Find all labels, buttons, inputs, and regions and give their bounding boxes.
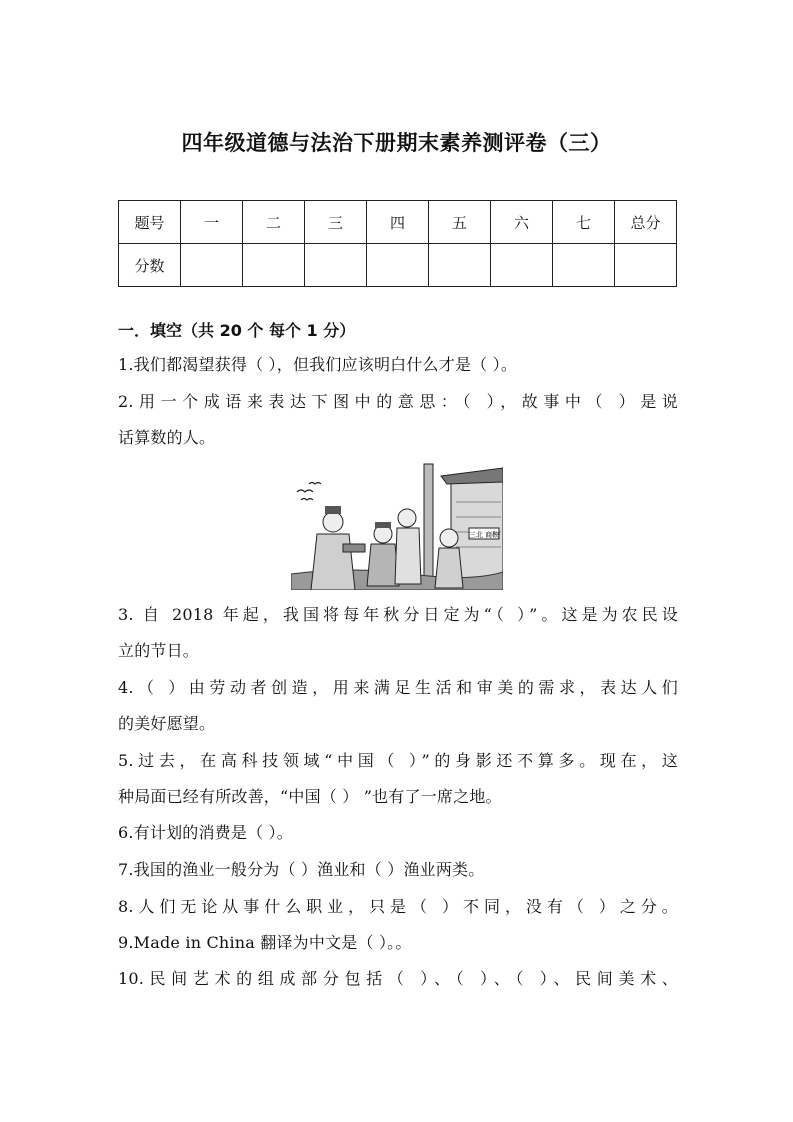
question-text: 话算数的人。 bbox=[118, 428, 216, 447]
page-title: 四年级道德与法治下册期末素养测评卷（三） bbox=[181, 131, 612, 155]
score-cell bbox=[243, 244, 305, 287]
header-cell: 四 bbox=[367, 201, 429, 244]
score-cell bbox=[429, 244, 491, 287]
question-text: 立的节日。 bbox=[118, 641, 200, 660]
section-heading: 一．填空（共 20 个 每个 1 分） bbox=[118, 321, 356, 340]
score-cell bbox=[181, 244, 243, 287]
question-text: 种局面已经有所改善，“中国（ ） ”也有了一席之地。 bbox=[118, 787, 502, 806]
question-text: 10.民间艺术的组成部分包括（ ）、（ ）、（ ）、民间美术、 bbox=[118, 969, 678, 988]
question-4 bbox=[118, 670, 678, 742]
question-2 bbox=[118, 384, 678, 456]
score-cell bbox=[305, 244, 367, 287]
question-text: 的美好愿望。 bbox=[118, 714, 216, 733]
question-9 bbox=[118, 925, 678, 961]
score-row-label: 分数 bbox=[119, 244, 181, 287]
header-cell: 七 bbox=[553, 201, 615, 244]
score-cell bbox=[367, 244, 429, 287]
score-cell bbox=[491, 244, 553, 287]
score-table bbox=[118, 200, 677, 287]
question-text: 2.用一个成语来表达下图中的意思：（ ），故事中（ ）是说 bbox=[118, 392, 678, 411]
question-1 bbox=[118, 347, 678, 383]
question-7 bbox=[118, 852, 678, 888]
header-cell: 三 bbox=[305, 201, 367, 244]
header-cell: 六 bbox=[491, 201, 553, 244]
score-cell bbox=[553, 244, 615, 287]
header-cell: 五 bbox=[429, 201, 491, 244]
question-text: 7.我国的渔业一般分为（ ）渔业和（ ）渔业两类。 bbox=[118, 860, 485, 879]
question-text: 1.我们都渴望获得（ ），但我们应该明白什么才是（ ）。 bbox=[118, 355, 518, 374]
header-cell: 二 bbox=[243, 201, 305, 244]
story-illustration bbox=[291, 462, 503, 590]
score-cell bbox=[615, 244, 677, 287]
score-table-score-row bbox=[119, 244, 677, 287]
question-text: 4.（ ）由劳动者创造，用来满足生活和审美的需求，表达人们 bbox=[118, 678, 678, 697]
gate-sign-text: 三北 商鞅 bbox=[468, 531, 500, 539]
question-text: 8.人们无论从事什么职业，只是（ ）不同，没有（ ）之分。 bbox=[118, 897, 678, 916]
question-8 bbox=[118, 889, 678, 925]
question-5 bbox=[118, 743, 678, 815]
question-text: 6.有计划的消费是（ ）。 bbox=[118, 823, 293, 842]
header-cell: 一 bbox=[181, 201, 243, 244]
question-text: 3. 自 2018 年起，我国将每年秋分日定为“（ ）”。这是为农民设 bbox=[118, 605, 678, 624]
question-text: 5.过去，在高科技领域“中国（ ）”的身影还不算多。现在，这 bbox=[118, 751, 678, 770]
question-3 bbox=[118, 597, 678, 669]
question-10 bbox=[118, 961, 678, 997]
question-text: 9.Made in China 翻译为中文是（ ）。。 bbox=[118, 933, 412, 952]
header-cell: 总分 bbox=[615, 201, 677, 244]
score-table-header-row bbox=[119, 201, 677, 244]
question-6 bbox=[118, 815, 678, 851]
header-cell: 题号 bbox=[119, 201, 181, 244]
